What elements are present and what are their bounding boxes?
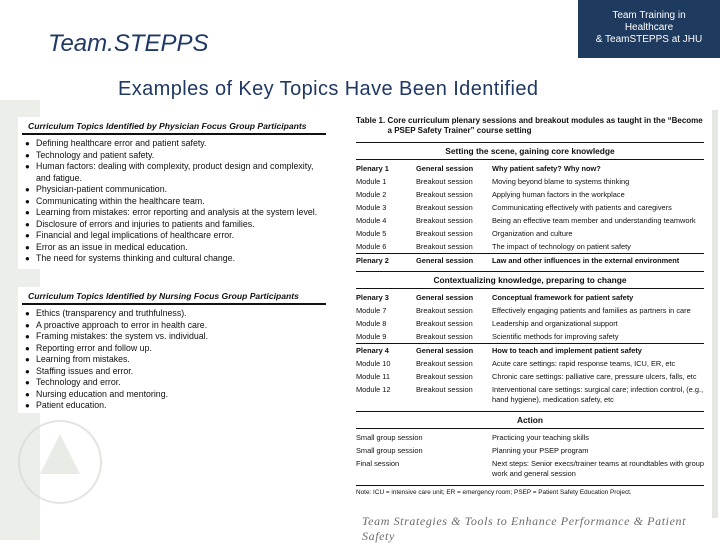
table-section-3-rows	[346, 431, 712, 481]
table-row	[356, 431, 704, 444]
table-cell: Applying human factors in the workplace	[492, 190, 625, 199]
table-section-heading: Setting the scene, gaining core knowledge	[356, 142, 704, 160]
table-section-2-rows	[346, 291, 712, 407]
list-item: ● Framing mistakes: the system vs. individual.	[24, 331, 324, 343]
table-cell: Breakout session	[416, 372, 473, 381]
nursing-topics-list	[18, 308, 330, 412]
table-cell: Why patient safety? Why now?	[492, 164, 601, 173]
table-row	[356, 444, 704, 457]
table-cell: Acute care settings: rapid response teams, ICU, ER, etc	[492, 359, 676, 368]
list-item: ● Learning from mistakes: error reporting and analysis at the system level.	[24, 207, 324, 219]
table-cell: Communicating effectively with patients and caregivers	[492, 203, 672, 212]
table-cell: Final session	[356, 459, 400, 468]
table-cell: Plenary 1	[356, 164, 389, 173]
table-row	[356, 457, 704, 481]
table-row	[356, 330, 704, 343]
list-item: ● Defining healthcare error and patient safety.	[24, 138, 324, 150]
physician-panel-title: Curriculum Topics Identified by Physician Focus Group Participants	[22, 117, 326, 135]
table-cell: How to teach and implement patient safety	[492, 346, 642, 355]
table-cell: Breakout session	[416, 359, 473, 368]
table-cell: Breakout session	[416, 306, 473, 315]
table-cell: Planning your PSEP program	[492, 446, 589, 455]
logo-text: Team.STEPPS	[48, 30, 209, 57]
table-cell: Plenary 2	[356, 256, 389, 265]
list-item: ● Reporting error and follow up.	[24, 343, 324, 355]
list-item: ● Physician-patient communication.	[24, 184, 324, 196]
list-item: ● Technology and error.	[24, 377, 324, 389]
table-cell: Moving beyond blame to systems thinking	[492, 177, 630, 186]
list-item: ● A proactive approach to error in health care.	[24, 320, 324, 332]
table-cell: Module 12	[356, 385, 391, 394]
table-row	[356, 370, 704, 383]
curriculum-table	[346, 110, 718, 518]
table-caption	[346, 110, 712, 138]
table-cell: Module 8	[356, 319, 387, 328]
corner-line-2: Healthcare	[624, 22, 674, 33]
list-item: ● Technology and patient safety.	[24, 150, 324, 162]
table-row	[356, 240, 704, 253]
table-cell: Leadership and organizational support	[492, 319, 618, 328]
table-cell: Interventional care settings: surgical care; infection control, (e.g., hand hygiene), medication safety, etc	[492, 385, 704, 404]
corner-line-3: & TeamSTEPPS at JHU	[595, 34, 703, 45]
table-cell: Next steps: Senior execs/trainer teams at roundtables with group work and general session	[492, 459, 704, 478]
table-cell: Module 3	[356, 203, 387, 212]
table-cell: Module 11	[356, 372, 390, 381]
table-row	[356, 383, 704, 407]
table-cell: Module 5	[356, 229, 387, 238]
table-cell: Plenary 3	[356, 293, 389, 302]
table-cell: Breakout session	[416, 242, 473, 251]
footer-tagline: Team Strategies & Tools to Enhance Performance & Patient Safety	[362, 514, 687, 543]
table-cell: Module 1	[356, 177, 387, 186]
table-row	[356, 343, 704, 357]
table-cell: Breakout session	[416, 190, 473, 199]
table-cell: Breakout session	[416, 216, 473, 225]
table-cell: General session	[416, 346, 474, 355]
table-cell: Breakout session	[416, 385, 473, 394]
table-cell: General session	[416, 256, 474, 265]
table-caption-text: Core curriculum plenary sessions and breakout modules as taught in the “Become a PSEP Safety Trainer” course setting	[387, 116, 703, 135]
table-cell: Module 10	[356, 359, 391, 368]
nursing-panel-title: Curriculum Topics Identified by Nursing Focus Group Participants	[22, 287, 326, 305]
table-cell: Chronic care settings: palliative care, pressure ulcers, falls, etc	[492, 372, 697, 381]
list-item: ● The need for systems thinking and cultural change.	[24, 253, 324, 265]
corner-banner	[578, 0, 720, 58]
corner-line-1: Team Training in	[612, 10, 686, 21]
table-cell: Module 9	[356, 332, 387, 341]
table-row	[356, 317, 704, 330]
table-cell: Being an effective team member and understanding teamwork	[492, 216, 696, 225]
table-row	[356, 201, 704, 214]
table-cell: The impact of technology on patient safety	[492, 242, 631, 251]
teamstepps-watermark-icon	[18, 420, 102, 504]
table-row	[356, 175, 704, 188]
table-cell: Breakout session	[416, 203, 473, 212]
list-item: ● Financial and legal implications of healthcare error.	[24, 230, 324, 242]
list-item: ● Communicating within the healthcare team.	[24, 196, 324, 208]
list-item: ● Disclosure of errors and injuries to patients and families.	[24, 219, 324, 231]
table-cell: General session	[416, 164, 474, 173]
table-cell: Breakout session	[416, 332, 473, 341]
physician-topics-panel	[18, 117, 330, 269]
table-cell: Law and other influences in the external environment	[492, 256, 680, 265]
table-cell: General session	[416, 293, 474, 302]
table-section-heading: Action	[356, 411, 704, 429]
table-note: Note: ICU = intensive care unit; ER = emergency room; PSEP = Patient Safety Education Project.	[356, 485, 704, 496]
table-row	[356, 162, 704, 175]
table-row	[356, 214, 704, 227]
table-cell: Small group session	[356, 433, 423, 442]
table-cell: Breakout session	[416, 319, 473, 328]
table-cell: Breakout session	[416, 229, 473, 238]
list-item: ● Human factors: dealing with complexity, product design and complexity, and fatigue.	[24, 161, 324, 184]
table-section-1-rows	[346, 162, 712, 267]
table-cell: Small group session	[356, 446, 423, 455]
table-row	[356, 357, 704, 370]
table-row	[356, 253, 704, 267]
table-cell: Module 4	[356, 216, 387, 225]
table-cell: Module 7	[356, 306, 387, 315]
list-item: ● Patient education.	[24, 400, 324, 412]
table-cell: Practicing your teaching skills	[492, 433, 589, 442]
table-section-heading: Contextualizing knowledge, preparing to change	[356, 271, 704, 289]
list-item: ● Staffing issues and error.	[24, 366, 324, 378]
table-cell: Conceptual framework for patient safety	[492, 293, 634, 302]
table-row	[356, 291, 704, 304]
table-cell: Organization and culture	[492, 229, 573, 238]
list-item: ● Error as an issue in medical education.	[24, 242, 324, 254]
table-cell: Plenary 4	[356, 346, 389, 355]
list-item: ● Nursing education and mentoring.	[24, 389, 324, 401]
table-row	[356, 188, 704, 201]
table-label: Table 1.	[356, 116, 386, 125]
table-cell: Effectively engaging patients and families as partners in care	[492, 306, 691, 315]
list-item: ● Learning from mistakes.	[24, 354, 324, 366]
table-cell: Module 6	[356, 242, 387, 251]
physician-topics-list	[18, 138, 330, 265]
table-cell: Scientific methods for improving safety	[492, 332, 619, 341]
table-row	[356, 304, 704, 317]
table-cell: Module 2	[356, 190, 387, 199]
table-cell: Breakout session	[416, 177, 473, 186]
slide-heading: Examples of Key Topics Have Been Identified	[118, 78, 539, 100]
nursing-topics-panel	[18, 287, 330, 413]
table-row	[356, 227, 704, 240]
list-item: ● Ethics (transparency and truthfulness).	[24, 308, 324, 320]
